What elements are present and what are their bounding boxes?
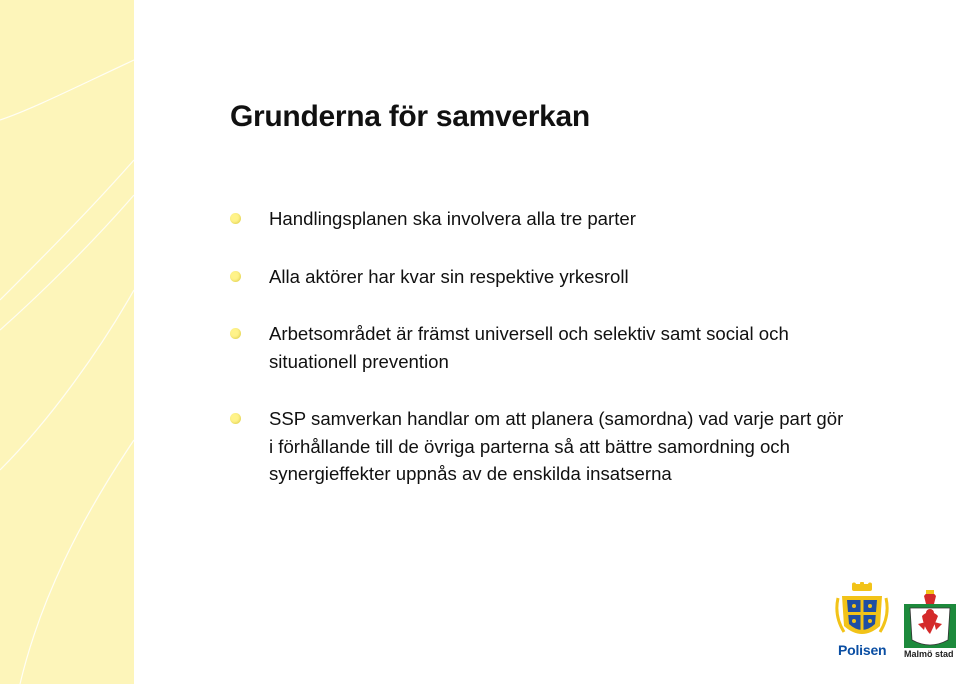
bullet-text: Handlingsplanen ska involvera alla tre parter [269, 208, 636, 229]
bullet-text: SSP samverkan handlar om att planera (samordna) vad varje part gör i förhållande till de övriga parterna så att bättre samordning och synergieffekter uppnås av de enskilda insatserna [269, 408, 844, 484]
decorative-curves [0, 0, 134, 684]
malmo-griffin-icon [904, 590, 956, 648]
bullet-dot-icon [230, 328, 241, 339]
police-crest-icon [837, 582, 887, 634]
bullet-text: Alla aktörer har kvar sin respektive yrkesroll [269, 265, 629, 287]
bullet-dot-icon [230, 271, 241, 282]
bullet-item [230, 205, 850, 233]
bullet-item [230, 405, 850, 488]
page-title: Grunderna för samverkan [230, 100, 590, 133]
bullet-item [230, 320, 850, 375]
bullet-text: Arbetsområdet är främst universell och selektiv samt social och situationell prevention [269, 323, 789, 372]
bullet-dot-icon [230, 413, 241, 424]
bullet-dot-icon [230, 213, 241, 224]
bullet-item [230, 263, 850, 291]
polisen-logo-text: Polisen [838, 642, 887, 658]
malmo-logo-text: Malmö stad [904, 649, 954, 659]
bullet-list [230, 205, 850, 488]
decorative-side-panel [0, 0, 134, 684]
